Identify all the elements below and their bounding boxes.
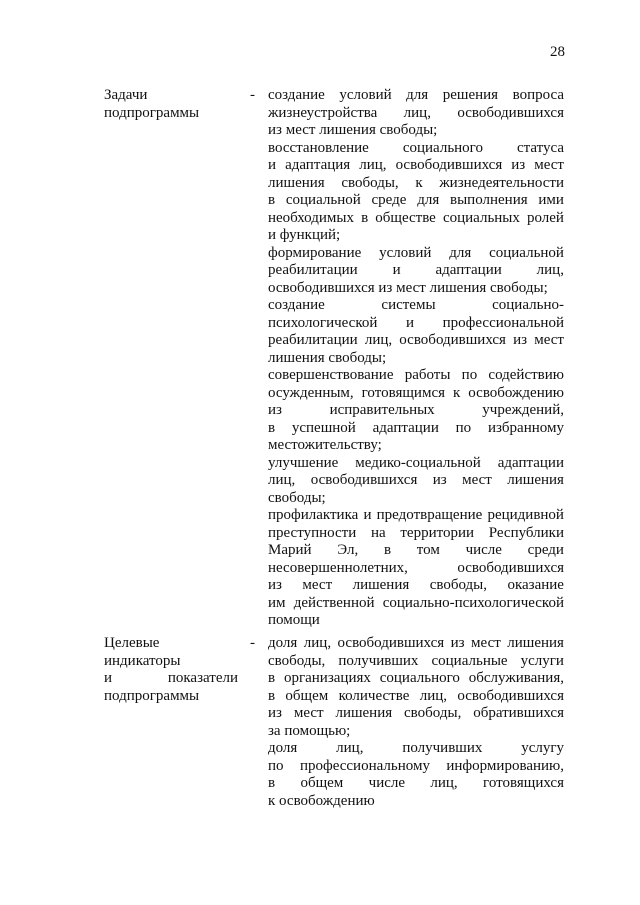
text-line xyxy=(268,723,564,741)
word: в xyxy=(268,775,276,791)
label-word: индикаторы xyxy=(104,652,181,669)
word: несовершеннолетних, xyxy=(268,559,408,576)
word: услуги xyxy=(520,652,564,669)
word: мест xyxy=(534,332,564,348)
word: социального xyxy=(402,139,483,156)
label-word: Целевые xyxy=(104,635,160,651)
word: в xyxy=(268,687,276,704)
text-line xyxy=(268,140,564,158)
word: лиц, xyxy=(536,262,564,278)
word: из xyxy=(450,635,465,651)
word: решения xyxy=(442,87,499,103)
word: социальные xyxy=(431,652,508,669)
list-item xyxy=(268,297,564,367)
text-line xyxy=(268,420,564,438)
word: мест xyxy=(293,705,324,721)
word: статуса xyxy=(516,139,564,156)
word: в xyxy=(361,209,369,226)
word: улучшение xyxy=(268,454,339,471)
word: территории xyxy=(400,524,475,541)
word: из xyxy=(432,472,447,488)
word: реабилитации xyxy=(268,262,358,278)
text-line xyxy=(268,670,564,688)
word: работы xyxy=(404,367,451,383)
word: из xyxy=(268,577,282,593)
list-item xyxy=(268,455,564,508)
word: мест xyxy=(471,635,501,651)
section-content xyxy=(268,635,564,810)
word: числе xyxy=(465,542,502,558)
word: осужденным, xyxy=(268,384,354,401)
text-line xyxy=(268,490,564,508)
text-line xyxy=(268,262,564,280)
text-line xyxy=(268,350,564,368)
text-line xyxy=(268,542,564,560)
word: выполнения xyxy=(450,192,528,208)
word: свободы, xyxy=(429,577,488,593)
word: освободившихся xyxy=(457,559,564,576)
word: среде xyxy=(371,192,407,208)
text-line xyxy=(268,315,564,333)
label-word: подпрограммы xyxy=(104,687,200,704)
word: том xyxy=(416,542,440,558)
word: лишения xyxy=(335,705,393,721)
text-line xyxy=(268,227,564,245)
word: количестве xyxy=(338,687,410,704)
word: доля xyxy=(268,740,298,756)
word: по xyxy=(461,367,478,383)
word: действенной xyxy=(293,594,375,611)
label-word: подпрограммы xyxy=(104,104,200,121)
text-line xyxy=(268,653,564,671)
word: мест xyxy=(462,472,492,488)
section-dash: - xyxy=(250,635,255,651)
text-line xyxy=(268,525,564,543)
word: ролей xyxy=(526,209,564,226)
text-line xyxy=(268,472,564,490)
list-item xyxy=(268,740,564,810)
word: готовящимся xyxy=(361,384,446,401)
word: получивших xyxy=(338,652,419,669)
word: по xyxy=(268,757,284,774)
word: из xyxy=(511,157,526,173)
word: Марий xyxy=(268,542,312,558)
text-line xyxy=(268,775,564,793)
label-line xyxy=(104,87,238,105)
text-line xyxy=(268,87,564,105)
text-line xyxy=(268,332,564,350)
text-line xyxy=(268,758,564,776)
word: получивших xyxy=(402,740,483,756)
page-number: 28 xyxy=(550,44,565,60)
word: лишения свободы; xyxy=(268,349,387,366)
word: освобождению xyxy=(468,384,564,401)
section-dash: - xyxy=(250,87,255,103)
word: лиц, xyxy=(336,740,364,756)
word: лишения xyxy=(507,472,564,488)
word: в xyxy=(268,419,276,436)
list-item xyxy=(268,245,564,298)
word: профилактика xyxy=(268,507,359,523)
word: свободы, xyxy=(341,174,399,191)
text-line xyxy=(268,122,564,140)
text-line xyxy=(268,793,564,811)
word: преступности xyxy=(268,524,357,541)
text-line xyxy=(268,157,564,175)
list-item xyxy=(268,140,564,245)
word: условий xyxy=(379,244,432,261)
word: к xyxy=(453,384,461,401)
word: свободы, xyxy=(268,652,326,669)
word: лишения xyxy=(268,174,325,191)
word: для xyxy=(417,192,440,208)
word: для xyxy=(406,87,429,103)
word: социально- xyxy=(492,297,564,313)
text-line xyxy=(268,297,564,315)
list-item xyxy=(268,507,564,630)
text-line xyxy=(268,280,564,298)
word: исправительных xyxy=(329,402,435,418)
word: лиц, xyxy=(303,635,332,651)
word: мест xyxy=(534,157,564,173)
word: лишения xyxy=(507,635,564,651)
word: на xyxy=(370,524,386,541)
word: оказание xyxy=(507,577,564,593)
text-line xyxy=(268,635,564,653)
word: числе xyxy=(368,775,406,791)
word: рецидивной xyxy=(487,507,564,523)
text-line xyxy=(268,367,564,385)
word: формирование xyxy=(268,244,362,261)
word: освободившихся xyxy=(457,687,564,704)
list-item xyxy=(268,87,564,140)
word: обслуживания, xyxy=(468,670,564,686)
word: адаптации xyxy=(372,419,439,436)
word: избранному xyxy=(487,419,564,436)
word: освободившихся xyxy=(337,635,445,651)
text-line xyxy=(268,437,564,455)
word: Республики xyxy=(488,524,564,541)
text-line xyxy=(268,705,564,723)
text-line xyxy=(268,402,564,420)
section-content xyxy=(268,87,564,630)
label-line xyxy=(104,635,238,653)
label-word: и xyxy=(104,670,113,686)
word: лиц, xyxy=(403,104,431,121)
word: из xyxy=(268,705,282,721)
word: совершенствование xyxy=(268,367,394,383)
word: социальных xyxy=(442,209,520,226)
word: лиц, xyxy=(364,332,393,348)
word: услугу xyxy=(521,740,564,756)
word: мест xyxy=(302,577,333,593)
word: предотвращение xyxy=(376,507,483,523)
word: социально-психологической xyxy=(382,594,564,611)
word: психологической xyxy=(268,314,378,331)
word: жизнедеятельности xyxy=(439,174,564,191)
list-item xyxy=(268,635,564,740)
word: из xyxy=(268,402,282,418)
text-line xyxy=(268,595,564,613)
word: для xyxy=(449,244,472,261)
word: доля xyxy=(268,635,298,651)
word: социальной xyxy=(285,192,361,208)
word: системы xyxy=(381,297,436,313)
text-line xyxy=(268,105,564,123)
word: адаптации xyxy=(435,262,502,278)
word: социальной xyxy=(489,244,564,261)
word: освободившихся xyxy=(310,472,418,488)
word: и xyxy=(363,507,372,523)
word: и xyxy=(392,262,401,278)
word: необходимых xyxy=(268,209,354,226)
word: Эл, xyxy=(337,542,359,558)
word: лиц, xyxy=(359,157,387,173)
word: обратившихся xyxy=(473,705,564,721)
label-line xyxy=(104,688,238,706)
word: социального xyxy=(379,670,460,686)
word: свободы; xyxy=(268,489,326,506)
word: и функций; xyxy=(268,227,341,243)
text-line xyxy=(268,455,564,473)
word: лиц, xyxy=(268,472,296,488)
word: жизнеустройства xyxy=(268,104,378,121)
list-item xyxy=(268,367,564,455)
word: успешной xyxy=(291,419,356,436)
word: по xyxy=(455,419,472,436)
word: из xyxy=(513,332,528,348)
word: ими xyxy=(538,192,564,208)
word: общем xyxy=(300,775,344,791)
word: освободившихся xyxy=(457,104,564,121)
text-line xyxy=(268,192,564,210)
word: среди xyxy=(527,542,564,558)
word: профессиональному xyxy=(299,757,430,774)
word: профессиональной xyxy=(442,314,564,331)
word: и xyxy=(406,314,415,331)
word: общем xyxy=(285,687,329,704)
word: медико-социальной xyxy=(355,454,481,471)
label-word: показатели xyxy=(167,670,238,686)
word: свободы, xyxy=(404,705,462,721)
word: восстановление xyxy=(268,139,369,156)
word: условий xyxy=(339,87,392,103)
word: освободившихся xyxy=(395,157,503,173)
label-line xyxy=(104,670,238,688)
word: лиц, xyxy=(430,775,458,791)
word: вопроса xyxy=(512,87,564,103)
word: лишения xyxy=(352,577,410,593)
text-line xyxy=(268,740,564,758)
word: в xyxy=(383,542,392,558)
text-line xyxy=(268,175,564,193)
word: адаптации xyxy=(497,454,564,471)
text-line xyxy=(268,612,564,630)
word: в xyxy=(268,670,276,686)
label-line xyxy=(104,653,238,671)
word: из мест лишения свободы; xyxy=(268,122,438,138)
word: освободившихся из мест лишения свободы; xyxy=(268,279,548,296)
word: готовящихся xyxy=(483,775,564,791)
word: за помощью; xyxy=(268,722,351,739)
text-line xyxy=(268,245,564,263)
word: создание xyxy=(268,297,325,313)
text-line xyxy=(268,560,564,578)
section-label xyxy=(104,635,238,705)
word: помощи xyxy=(268,612,320,628)
word: содействию xyxy=(488,367,564,383)
word: им xyxy=(268,594,286,611)
word: в xyxy=(268,192,276,208)
label-word: Задачи xyxy=(104,87,148,103)
word: создание xyxy=(268,87,325,103)
section-label xyxy=(104,87,238,122)
word: реабилитации xyxy=(268,332,358,348)
text-line xyxy=(268,688,564,706)
text-line xyxy=(268,385,564,403)
text-line xyxy=(268,507,564,525)
word: учреждений, xyxy=(482,402,564,418)
text-line xyxy=(268,577,564,595)
word: к освобождению xyxy=(268,792,375,809)
word: лиц, xyxy=(419,687,447,704)
word: и xyxy=(268,157,277,173)
word: обществе xyxy=(375,209,436,226)
word: организациях xyxy=(283,670,371,686)
word: к xyxy=(415,174,423,191)
word: местожительству; xyxy=(268,437,382,453)
word: информированию, xyxy=(446,757,564,774)
word: освободившихся xyxy=(399,332,506,348)
text-line xyxy=(268,210,564,228)
word: адаптация xyxy=(285,157,351,173)
label-line xyxy=(104,105,238,123)
